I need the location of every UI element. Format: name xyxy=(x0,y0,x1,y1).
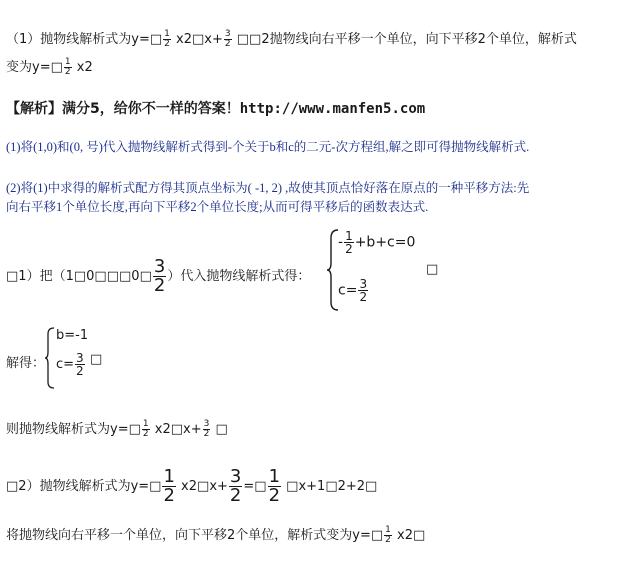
numerator: 1 xyxy=(385,525,391,535)
fraction xyxy=(203,420,211,439)
left-brace-icon xyxy=(44,326,56,390)
result-line xyxy=(6,418,228,439)
missing-glyph: □ xyxy=(370,528,384,543)
fraction xyxy=(384,526,392,545)
text: x2 xyxy=(154,422,171,437)
step-1-line xyxy=(6,258,310,295)
numerator: 3 xyxy=(153,256,166,277)
text: x2 xyxy=(181,479,198,494)
missing-glyph: □ xyxy=(90,352,103,367)
analysis-tag: 【解析】 xyxy=(6,101,62,117)
fraction xyxy=(163,30,171,49)
text: x2 xyxy=(76,60,93,75)
equation-system-2 xyxy=(44,326,114,390)
text: 2+2 xyxy=(337,479,366,494)
question-line-2 xyxy=(6,56,93,77)
text: x+1 xyxy=(298,479,326,494)
missing-glyph: □ xyxy=(254,479,267,494)
text: 则抛物线解析式为y= xyxy=(6,422,129,437)
missing-glyph: □ xyxy=(286,479,299,494)
missing-glyph: □ xyxy=(365,479,378,494)
text: 1）把（1 xyxy=(18,269,74,284)
numerator: 1 xyxy=(163,466,175,487)
numerator: 1 xyxy=(345,229,353,243)
numerator: 1 xyxy=(64,57,71,67)
numerator: 3 xyxy=(229,466,242,487)
denominator: 2 xyxy=(345,242,353,256)
denominator: 2 xyxy=(64,67,71,77)
text: c= xyxy=(338,282,358,299)
solve-label: 解得： xyxy=(6,356,46,371)
analysis-lead: 满分5，给你不一样的答案！ xyxy=(62,101,240,117)
text: 0 xyxy=(86,269,95,284)
missing-glyph: □□□ xyxy=(94,269,132,284)
missing-glyph: □ xyxy=(128,422,141,437)
denominator: 2 xyxy=(203,429,210,439)
missing-glyph: □ xyxy=(192,32,205,47)
question-line-1 xyxy=(6,28,577,49)
text: x2 xyxy=(176,32,192,47)
missing-glyph: □ xyxy=(6,479,19,494)
system-row-2 xyxy=(56,352,86,377)
fraction xyxy=(229,468,242,505)
missing-glyph: □ xyxy=(50,60,63,75)
denominator: 2 xyxy=(153,275,166,296)
missing-glyph: □ xyxy=(149,32,163,47)
fraction xyxy=(268,468,281,505)
fraction xyxy=(224,30,232,49)
system-row-1 xyxy=(338,230,415,255)
text: x+ xyxy=(204,32,223,47)
final-line xyxy=(6,524,425,545)
numerator: 1 xyxy=(164,29,170,39)
denominator: 2 xyxy=(76,364,84,378)
missing-glyph: □ xyxy=(139,269,152,284)
text: 变为y= xyxy=(6,60,51,75)
text: 2）抛物线解析式为y= xyxy=(18,479,150,494)
missing-glyph: □ xyxy=(73,269,87,284)
text: 0 xyxy=(131,269,140,284)
numerator: 1 xyxy=(268,466,281,487)
analysis-url: http://www.manfen5.com xyxy=(239,101,426,117)
system-row-1: b=-1 xyxy=(56,328,89,343)
denominator: 2 xyxy=(359,290,368,304)
denominator: 2 xyxy=(385,535,391,545)
text: （1）抛物线解析式为y= xyxy=(6,32,150,47)
equation-system-1 xyxy=(326,228,439,312)
numerator: 3 xyxy=(224,29,231,39)
hint-line-1: (1)将(1,0)和(0, 号)代入抛物线解析式得到-个关于b和c的二元-次方程组,解之即可得抛物线解析式. xyxy=(6,140,530,154)
text: = xyxy=(243,479,255,494)
text: 2抛物线向右平移一个单位，向下平移2个单位，解析式 xyxy=(261,32,577,47)
fraction xyxy=(142,420,150,439)
numerator: 3 xyxy=(359,277,368,291)
text: - xyxy=(338,234,344,251)
missing-glyph: □ xyxy=(170,422,184,437)
missing-glyph: □ xyxy=(325,479,338,494)
missing-glyph: □ xyxy=(6,269,19,284)
missing-glyph: □ xyxy=(426,262,439,277)
text: x+ xyxy=(183,422,202,437)
numerator: 3 xyxy=(203,419,210,429)
step-2-line xyxy=(6,468,377,505)
text: c= xyxy=(56,357,75,372)
text: ）代入抛物线解析式得： xyxy=(167,269,311,284)
denominator: 2 xyxy=(164,39,170,49)
denominator: 2 xyxy=(163,485,175,506)
fraction xyxy=(358,278,368,303)
denominator: 2 xyxy=(142,429,149,439)
numerator: 3 xyxy=(76,351,84,365)
fraction xyxy=(64,58,72,77)
denominator: 2 xyxy=(268,485,281,506)
fraction xyxy=(344,230,354,255)
text: +b+c=0 xyxy=(354,234,416,251)
missing-glyph: □□ xyxy=(236,32,262,47)
text: 将抛物线向右平移一个单位，向下平移2个单位，解析式变为y= xyxy=(6,528,371,543)
fraction xyxy=(162,468,175,505)
system-row-2 xyxy=(338,278,369,303)
hint-line-2b: 向右平移1个单位长度,再向下平移2个单位长度;从而可得平移后的函数表达式. xyxy=(6,200,429,214)
hint-line-2a: (2)将(1)中求得的解析式配方得其顶点坐标为( -1, 2) ,故使其顶点恰好落在原点的一种平移方法:先 xyxy=(6,181,530,195)
missing-glyph: □ xyxy=(149,479,162,494)
text: x2 xyxy=(397,528,413,543)
numerator: 1 xyxy=(142,419,149,429)
denominator: 2 xyxy=(229,485,242,506)
missing-glyph: □ xyxy=(197,479,210,494)
fraction xyxy=(153,258,166,295)
fraction xyxy=(75,352,85,377)
missing-glyph: □ xyxy=(215,422,228,437)
missing-glyph: □ xyxy=(413,528,426,543)
text: x+ xyxy=(209,479,228,494)
analysis-header xyxy=(6,98,425,118)
denominator: 2 xyxy=(224,39,231,49)
